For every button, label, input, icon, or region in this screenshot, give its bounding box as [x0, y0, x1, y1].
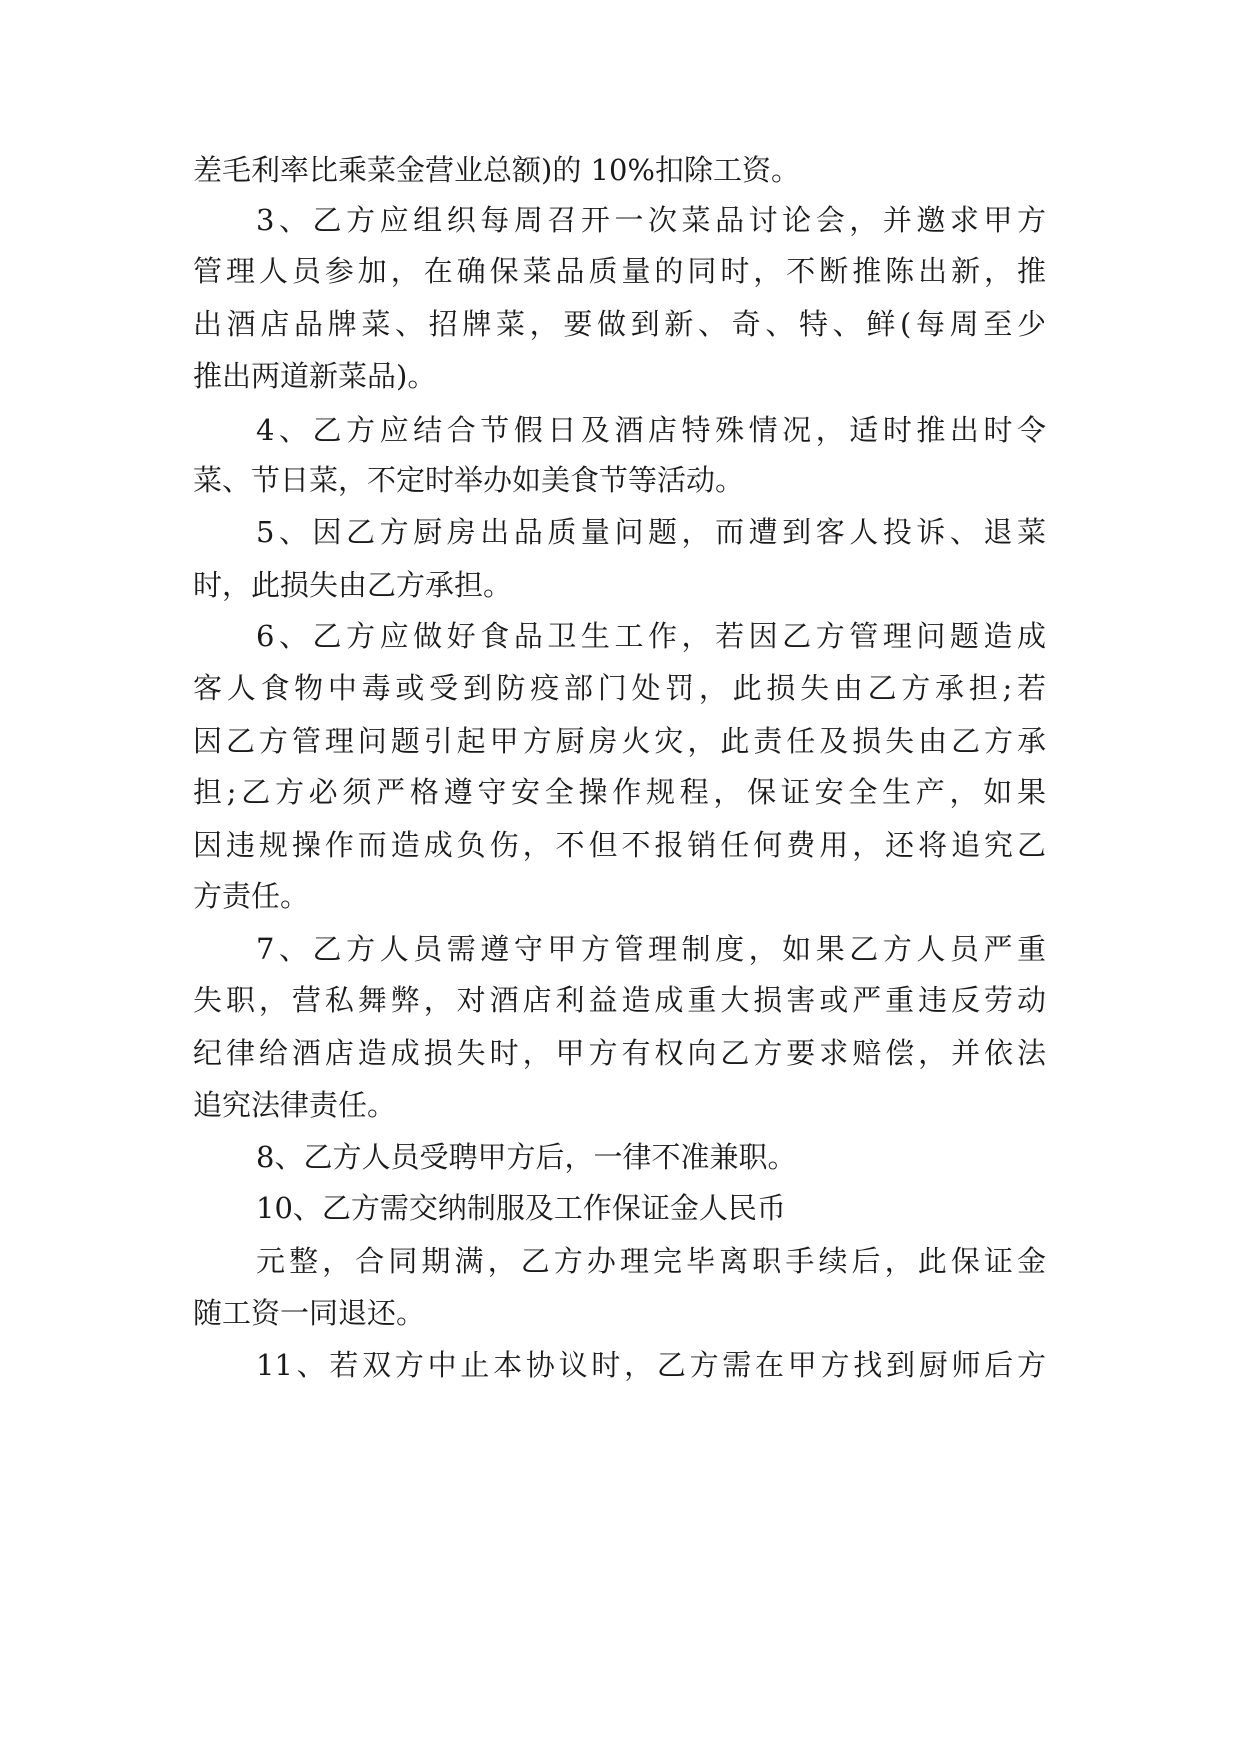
text-line: 因违规操作而造成负伤，不但不报销任何费用，还将追究乙	[193, 828, 1046, 862]
text-line: 10、乙方需交纳制服及工作保证金人民币	[256, 1191, 786, 1225]
text-line: 时，此损失由乙方承担。	[193, 568, 513, 602]
text-line: 出酒店品牌菜、招牌菜，要做到新、奇、特、鲜(每周至少	[193, 307, 1046, 341]
text-line: 11、若双方中止本协议时，乙方需在甲方找到厨师后方	[256, 1348, 1046, 1382]
text-line: 7、乙方人员需遵守甲方管理制度，如果乙方人员严重	[256, 932, 1046, 966]
text-line: 5、因乙方厨房出品质量问题，而遭到客人投诉、退菜	[256, 515, 1046, 549]
text-line: 管理人员参加，在确保菜品质量的同时，不断推陈出新，推	[193, 254, 1046, 288]
text-line: 3、乙方应组织每周召开一次菜品讨论会，并邀求甲方	[256, 203, 1046, 237]
text-line: 随工资一同退还。	[193, 1296, 426, 1330]
text-line: 元整，合同期满，乙方办理完毕离职手续后，此保证金	[256, 1244, 1046, 1278]
text-line: 菜、节日菜，不定时举办如美食节等活动。	[193, 463, 745, 497]
text-line: 差毛利率比乘菜金营业总额)的 10%扣除工资。	[193, 153, 800, 187]
text-line: 8、乙方人员受聘甲方后，一律不准兼职。	[256, 1140, 797, 1174]
text-line: 追究法律责任。	[193, 1088, 397, 1122]
text-line: 因乙方管理问题引起甲方厨房火灾，此责任及损失由乙方承	[193, 724, 1046, 758]
text-line: 6、乙方应做好食品卫生工作，若因乙方管理问题造成	[256, 619, 1046, 653]
text-line: 方责任。	[193, 879, 310, 913]
text-line: 客人食物中毒或受到防疫部门处罚，此损失由乙方承担;若	[193, 671, 1046, 705]
text-line: 4、乙方应结合节假日及酒店特殊情况，适时推出时令	[256, 413, 1046, 447]
text-line: 失职，营私舞弊，对酒店利益造成重大损害或严重违反劳动	[193, 983, 1046, 1017]
text-line: 纪律给酒店造成损失时，甲方有权向乙方要求赔偿，并依法	[193, 1036, 1046, 1070]
text-line: 推出两道新菜品)。	[193, 359, 437, 393]
text-line: 担;乙方必须严格遵守安全操作规程，保证安全生产，如果	[193, 775, 1046, 809]
